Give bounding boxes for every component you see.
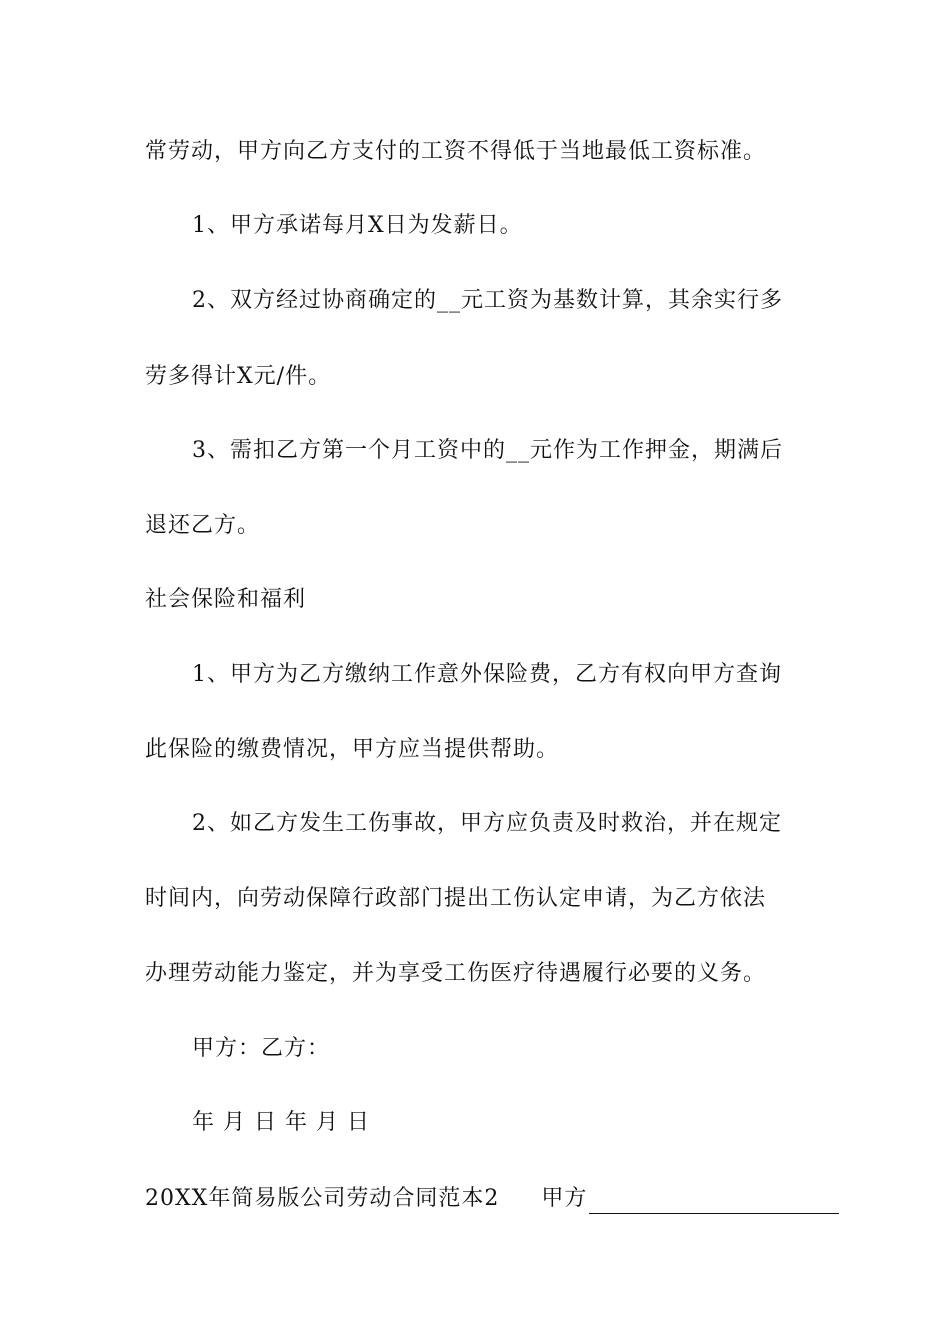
footer-party-label: 甲方 — [541, 1186, 588, 1211]
paragraph-line: 时间内，向劳动保障行政部门提出工伤认定申请，为乙方依法 — [145, 886, 767, 911]
footer-line — [145, 1184, 839, 1214]
signature-parties: 甲方：乙方： — [192, 1036, 331, 1061]
paragraph-line: 办理劳动能力鉴定，并为享受工伤医疗待遇履行必要的义务。 — [145, 961, 767, 986]
footer-title: 20XX年简易版公司劳动合同范本2 — [145, 1186, 500, 1211]
paragraph-line: 1、甲方为乙方缴纳工作意外保险费，乙方有权向甲方查询 — [192, 662, 782, 687]
paragraph-line: 退还乙方。 — [145, 513, 261, 538]
section-heading: 社会保险和福利 — [145, 587, 307, 612]
paragraph-line: 劳多得计X元/件。 — [145, 364, 332, 389]
paragraph-line: 2、如乙方发生工伤事故，甲方应负责及时救治，并在规定 — [192, 811, 782, 836]
paragraph-line: 1、甲方承诺每月X日为发薪日。 — [192, 213, 523, 238]
footer-party-blank — [589, 1191, 839, 1214]
paragraph-line: 2、双方经过协商确定的__元工资为基数计算，其余实行多 — [192, 288, 783, 313]
paragraph-line: 此保险的缴费情况，甲方应当提供帮助。 — [145, 737, 560, 762]
signature-dates: 年 月 日 年 月 日 — [192, 1110, 370, 1135]
paragraph-line: 常劳动，甲方向乙方支付的工资不得低于当地最低工资标准。 — [145, 139, 767, 164]
paragraph-line: 3、需扣乙方第一个月工资中的__元作为工作押金，期满后 — [192, 438, 783, 463]
